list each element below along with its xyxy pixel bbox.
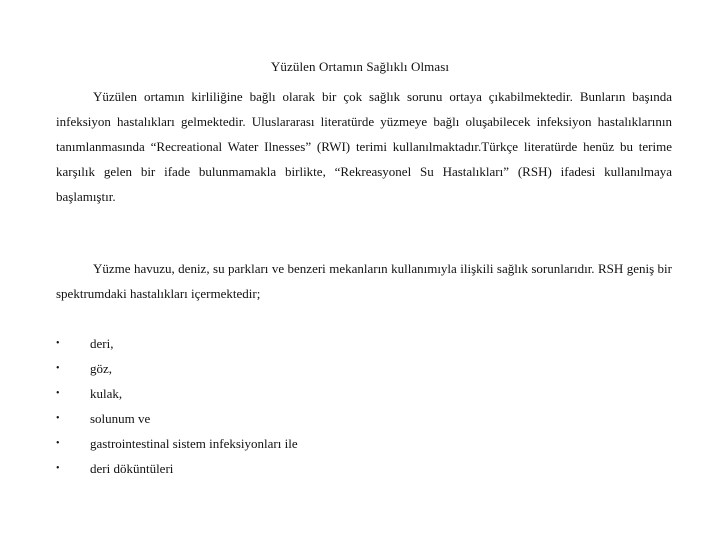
list-item-text: gastrointestinal sistem infeksiyonları ile: [90, 436, 298, 451]
paragraph-rsh-definition: Yüzme havuzu, deniz, su parkları ve benzeri mekanların kullanımıyla ilişkili sağlık sorunlarıdır. RSH geniş bir spektrumdaki hastalıkları içermektedir;: [56, 261, 672, 301]
bullet-icon: •: [56, 438, 60, 449]
list-item-text: deri döküntüleri: [90, 461, 174, 476]
paragraph-intro: Yüzülen ortamın kirliliğine bağlı olarak bir çok sağlık sorunu ortaya çıkabilmektedir. Bunların başında infeksiyon hastalıkları gelmektedir. Uluslararası literatürde yüzmeye bağlı oluşabilecek infeksiyon hastalıklarının tanımlanmasında “Recreational Water Ilnesses” (RWI) terimi kullanılmaktadır.Türkçe literatürde henüz bu terime karşılık gelen bir ifade bulunmamakla birlikte, “Rekreasyonel Su Hastalıkları” (RSH) ifadesi kullanılmaya başlamıştır.: [56, 89, 672, 204]
bullet-icon: •: [56, 463, 60, 474]
list-item-text: solunum ve: [90, 411, 151, 426]
list-item-text: göz,: [90, 361, 113, 376]
bullet-icon: •: [56, 363, 60, 374]
page-title: Yüzülen Ortamın Sağlıklı Olması: [270, 59, 450, 74]
list-item-text: kulak,: [90, 386, 123, 401]
list-item-text: deri,: [90, 336, 114, 351]
bullet-icon: •: [56, 338, 60, 349]
bullet-icon: •: [56, 388, 60, 399]
bullet-icon: •: [56, 413, 60, 424]
